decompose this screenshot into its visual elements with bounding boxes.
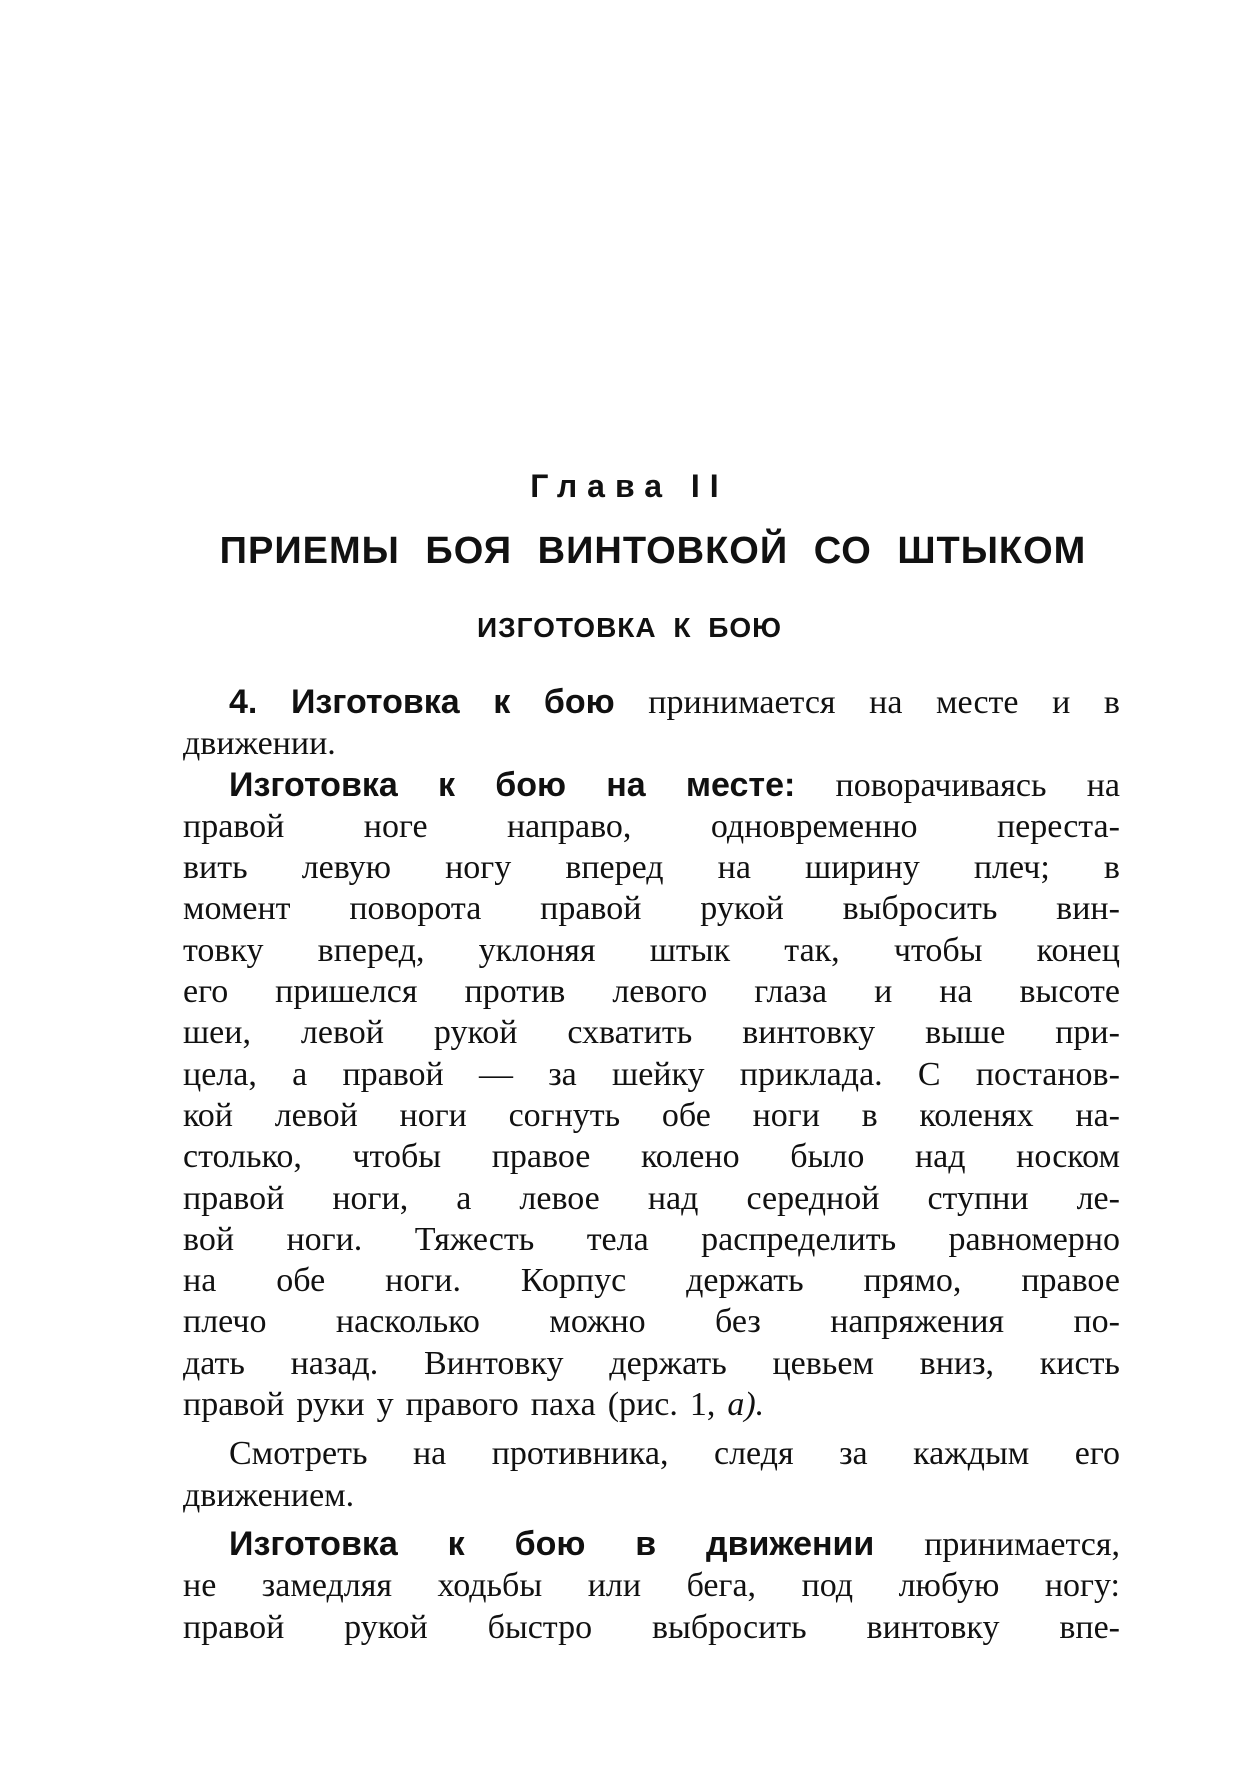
word: согнуть (508, 1096, 621, 1134)
word: к (437, 765, 456, 804)
word: приклада. (739, 1055, 883, 1093)
word: 4. (229, 683, 258, 721)
word: в (1103, 684, 1120, 721)
body-text (183, 682, 1120, 1648)
word: а (456, 1179, 472, 1217)
word: без (715, 1303, 761, 1341)
text-line (183, 1433, 1120, 1474)
paragraph (183, 682, 1120, 765)
text-line (183, 971, 1120, 1012)
word: Тяжесть (414, 1220, 535, 1258)
word: и (874, 973, 893, 1011)
word: вниз, (919, 1344, 995, 1382)
word: на- (1075, 1096, 1120, 1134)
word: его (1074, 1435, 1120, 1473)
word: плечо (183, 1303, 267, 1341)
word: цевьем (772, 1344, 874, 1382)
word: правого (405, 1386, 519, 1424)
text-line (183, 1343, 1120, 1384)
word: ходьбы (437, 1567, 543, 1605)
word: 1, (689, 1386, 716, 1424)
word: к (493, 683, 511, 721)
word: тела (586, 1220, 649, 1258)
word: середной (746, 1179, 880, 1217)
text-line (183, 1012, 1120, 1053)
word: Изготовка (229, 1524, 398, 1563)
word: поворота (349, 890, 482, 928)
word: рукой (700, 890, 784, 928)
word: колено (640, 1138, 740, 1176)
word: носком (1016, 1138, 1120, 1176)
word: у (376, 1386, 394, 1424)
paragraph (183, 1433, 1120, 1516)
word: переста- (996, 807, 1120, 845)
word: вперед (565, 849, 664, 887)
word: впе- (1059, 1608, 1120, 1646)
word: под (801, 1567, 854, 1605)
text-line (183, 723, 1120, 764)
word: левое (519, 1179, 600, 1217)
word: ноги. (286, 1220, 363, 1258)
word: распределить (701, 1220, 897, 1258)
text-line (183, 888, 1120, 929)
text-line (183, 1054, 1120, 1095)
word: ле- (1076, 1179, 1120, 1217)
word: выше (925, 1014, 1006, 1052)
word: при- (1055, 1014, 1120, 1052)
word: одновременно (710, 807, 918, 845)
word: левую (301, 849, 392, 887)
text-line (183, 765, 1120, 806)
word: держать (609, 1344, 727, 1382)
word: пришелся (275, 973, 418, 1011)
word: правой (540, 890, 642, 928)
word: правой (183, 1608, 285, 1646)
word: поворачиваясь (835, 766, 1047, 804)
word: ширину (805, 849, 920, 887)
word: а). (727, 1386, 765, 1424)
word: вить (183, 849, 248, 887)
word: чтобы (352, 1138, 442, 1176)
text-line (183, 1384, 1120, 1425)
word: конец (1036, 931, 1120, 969)
word: насколько (335, 1303, 480, 1341)
word: на (412, 1435, 447, 1473)
word: по- (1073, 1303, 1120, 1341)
word: уклоняя (478, 931, 596, 969)
word: на (183, 1262, 217, 1300)
word: обе (276, 1262, 326, 1300)
word: в (861, 1096, 878, 1134)
word: движением. (183, 1476, 355, 1514)
chapter-label: Глава II (530, 468, 729, 504)
paragraph (183, 765, 1120, 1426)
word: высоте (1019, 973, 1120, 1011)
word: в (635, 1524, 657, 1563)
word: в (1103, 849, 1120, 887)
word: правое (1021, 1262, 1120, 1300)
word: шейку (612, 1055, 705, 1093)
word: бою (495, 765, 567, 804)
paragraph (183, 1524, 1120, 1648)
word: месте (936, 684, 1019, 721)
word: следя (713, 1435, 794, 1473)
word: ноги, (332, 1179, 409, 1217)
word: правое (491, 1138, 591, 1176)
word: дать (183, 1344, 245, 1382)
word: левого (612, 973, 708, 1011)
text-line (183, 930, 1120, 971)
word: на (717, 849, 751, 887)
word: Изготовка (229, 765, 398, 804)
word: против (464, 973, 566, 1011)
word: товку (183, 931, 264, 969)
word: Смотреть (229, 1435, 368, 1473)
word: схватить (567, 1014, 693, 1052)
word: быстро (487, 1608, 593, 1646)
text-line (183, 847, 1120, 888)
word: или (587, 1567, 642, 1605)
word: назад. (290, 1344, 379, 1382)
word: кой (183, 1096, 233, 1134)
word: Винтовку (423, 1344, 564, 1382)
word: плеч; (973, 849, 1050, 887)
text-line (183, 1260, 1120, 1301)
word: выбросить (842, 890, 998, 928)
word: правой (342, 1055, 444, 1093)
text-line (183, 1475, 1120, 1516)
word: а (292, 1055, 308, 1093)
word: к (447, 1524, 465, 1563)
word: за (548, 1055, 577, 1093)
text-line (183, 1219, 1120, 1260)
word: ступни (927, 1179, 1029, 1217)
word: так, (784, 931, 840, 969)
word: каждым (913, 1435, 1030, 1473)
word: движении (706, 1524, 875, 1563)
word: принимается, (924, 1525, 1120, 1563)
word: его (183, 973, 229, 1011)
text-line (183, 1607, 1120, 1648)
word: — (479, 1055, 513, 1093)
word: на (869, 684, 903, 721)
word: было (790, 1138, 865, 1176)
word: правой (183, 1386, 285, 1424)
word: левой (274, 1096, 358, 1134)
word: принимается (648, 684, 836, 721)
word: за (839, 1435, 868, 1473)
word: постанов- (975, 1055, 1120, 1093)
word: левой (300, 1014, 384, 1052)
word: ноги. (385, 1262, 461, 1300)
word: движении. (183, 725, 336, 763)
word: правой (183, 1179, 285, 1217)
text-line (183, 1301, 1120, 1342)
chapter-title: ПРИЕМЫ БОЯ ВИНТОВКОЙ СО ШТЫКОМ (219, 530, 1087, 572)
word: на (939, 973, 973, 1011)
word: вой (183, 1220, 235, 1258)
text-line (183, 1136, 1120, 1177)
word: бега, (686, 1567, 757, 1605)
word: не (183, 1567, 217, 1605)
word: паха (530, 1386, 596, 1424)
word: Изготовка (290, 683, 460, 721)
word: ноги (752, 1096, 820, 1134)
text-line (183, 1565, 1120, 1606)
text-line (183, 1524, 1120, 1565)
word: ноге (363, 807, 428, 845)
word: штык (649, 931, 731, 969)
text-line (183, 806, 1120, 847)
word: ногу: (1044, 1567, 1120, 1605)
word: шеи, (183, 1014, 251, 1052)
word: столько, (183, 1138, 302, 1176)
word: на (606, 765, 646, 804)
word: равномерно (948, 1220, 1120, 1258)
section-title: ИЗГОТОВКА К БОЮ (476, 612, 783, 643)
word: держать (686, 1262, 804, 1300)
word: С (917, 1055, 941, 1093)
word: чтобы (893, 931, 983, 969)
word: винтовку (742, 1014, 876, 1052)
word: правой (183, 807, 285, 845)
word: руки (296, 1386, 365, 1424)
word: вперед, (317, 931, 425, 969)
word: выбросить (651, 1608, 807, 1646)
word: винтовку (866, 1608, 1000, 1646)
word: (рис. (607, 1386, 678, 1424)
paragraph-gap (183, 1425, 1120, 1433)
word: месте: (685, 765, 796, 804)
word: над (647, 1179, 699, 1217)
word: ноги (399, 1096, 467, 1134)
word: ногу (445, 849, 512, 887)
text-line (183, 1095, 1120, 1136)
word: над (914, 1138, 966, 1176)
word: любую (898, 1567, 1000, 1605)
word: кисть (1039, 1344, 1120, 1382)
word: замедляя (261, 1567, 393, 1605)
word: момент (183, 890, 291, 928)
word: рукой (344, 1608, 428, 1646)
word: обе (661, 1096, 711, 1134)
word: рукой (433, 1014, 518, 1052)
word: на (1086, 766, 1120, 804)
word: прямо, (863, 1262, 962, 1300)
word: цела, (183, 1055, 257, 1093)
word: бою (543, 683, 615, 721)
word: глаза (754, 973, 828, 1011)
word: противника, (491, 1435, 669, 1473)
word: коленях (919, 1096, 1034, 1134)
word: направо, (506, 807, 632, 845)
word: и (1052, 684, 1071, 721)
word: вин- (1056, 890, 1120, 928)
word: Корпус (520, 1262, 627, 1300)
word: бою (514, 1524, 586, 1563)
word: напряжения (830, 1303, 1005, 1341)
text-line (183, 682, 1120, 723)
paragraph-gap (183, 1516, 1120, 1524)
text-line (183, 1178, 1120, 1219)
word: можно (549, 1303, 646, 1341)
